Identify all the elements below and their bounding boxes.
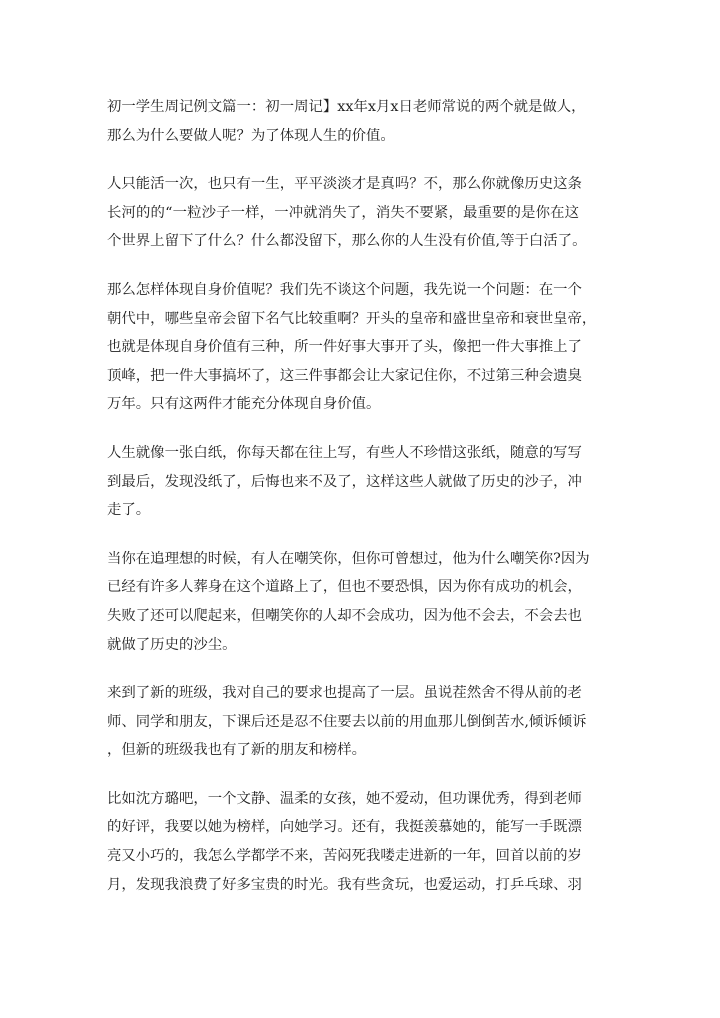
text-line: 当你在追理想的时候，有人在嘲笑你，但你可曾想过，他为什么嘲笑你?因为 [107,550,590,567]
text-line: 万年。只有这两件才能充分体现自身价值。 [107,396,381,413]
paragraph-4 [107,439,582,525]
text-line: 初一学生周记例文篇一：初一周记】xx年x月x日老师常说的两个就是做人， [107,99,586,115]
text-line: 也就是体现自身价值有三种，所一件好事大事开了头，像把一件大事推上了 [107,339,582,356]
text-line: 人生就像一张白纸，你每天都在往上写，有些人不珍惜这张纸，随意的写写 [107,444,582,461]
text-line: 来到了新的班级，我对自己的要求也提高了一层。虽说茬然舍不得从前的老 [107,685,582,702]
text-line: 人只能活一次，也只有一生，平平淡淡才是真吗？不，那么你就像历史这条 [107,176,582,193]
text-line: 个世界上留下了什么？什么都没留下，那么你的人生没有价值,等于白活了。 [107,233,587,250]
text-line: 月，发现我浪费了好多宝贵的时光。我有些贪玩，也爱运动，打乒乓球、羽 [107,876,582,893]
text-line: 失败了还可以爬起来，但嘲笑你的人却不会成功，因为他不会去，不会去也 [107,607,582,624]
paragraph-5 [107,545,590,659]
document-page [107,93,597,919]
text-line: 那么怎样体现自身价值呢？我们先不谈这个问题，我先说一个问题：在一个 [107,281,582,298]
text-line: 师、同学和朋友，下课后还是忍不住要去以前的用血那儿倒倒苦水,倾诉倾诉 [107,713,587,730]
paragraph-1 [107,93,586,150]
text-line: 的好评，我要以她为榜样，向她学习。还有，我挺羡慕她的，能写一手既漂 [107,819,582,836]
text-line: 就做了历史的沙尘。 [107,636,237,653]
paragraph-6 [107,679,587,765]
paragraph-2 [107,170,587,256]
text-line: 走了。 [107,502,151,519]
text-line: 顶峰，把一件大事搞坏了，这三件事都会让大家记住你，不过第三种会遗臭 [107,367,582,384]
text-line: 已经有许多人葬身在这个道路上了，但也不要恐惧，因为你有成功的机会， [107,579,582,596]
paragraph-3 [107,276,597,419]
text-line: 亮又小巧的，我怎么学都学不来，苦闷死我喽走进新的一年，回首以前的岁 [107,848,582,865]
text-line: 比如沈方璐吧，一个文静、温柔的女孩，她不爱动，但功课优秀，得到老师 [107,790,582,807]
paragraph-7 [107,785,582,899]
text-line: 那么为什么要做人呢？为了体现人生的价值。 [107,127,395,144]
text-line: 朝代中，哪些皇帝会留下名气比较重啊？开头的皇帝和盛世皇帝和衰世皇帝， [107,310,597,327]
text-line: ，但新的班级我也有了新的朋友和榜样。 [107,742,367,759]
text-line: 长河的的“一粒沙子一样，一冲就消失了，消失不要紧，最重要的是你在这 [107,204,579,221]
text-line: 到最后，发现没纸了，后悔也来不及了，这样这些人就做了历史的沙子，冲 [107,473,582,490]
